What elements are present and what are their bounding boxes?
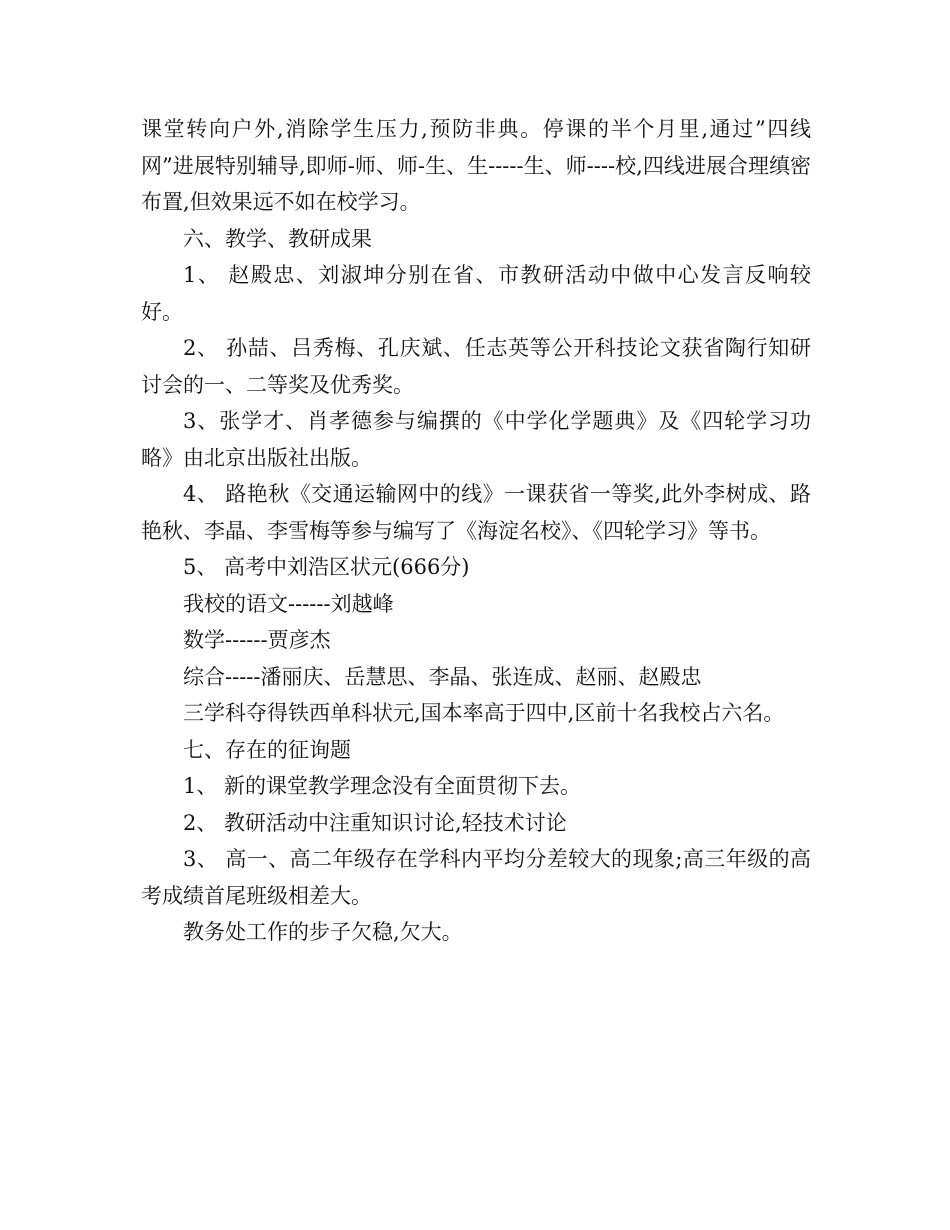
result-item-4: 4、 路艳秋《交通运输网中的线》一课获省一等奖,此外李树成、路艳秋、李晶、李雪梅等参与编写了《海淀名校》、《四轮学习》等书。 — [141, 482, 811, 543]
problem-item-3: 3、 高一、高二年级存在学科内平均分差较大的现象;高三年级的高考成绩首尾班级相差大。 — [141, 847, 811, 908]
top-scorer-comprehensive: 综合-----潘丽庆、岳慧思、李晶、张连成、赵丽、赵殿忠 — [183, 664, 702, 689]
result-item-5: 5、 高考中刘浩区状元(666分) — [183, 555, 470, 579]
closing-remark: 教务处工作的步子欠稳,欠大。 — [183, 920, 463, 944]
paragraph-continuation: 课堂转向户外,消除学生压力,预防非典。停课的半个月里,通过”四线网”进展特别辅导,即师-师、师-生、生-----生、师----校,四线进展合理缜密布置,但效果远不如在校学习。 — [141, 117, 811, 214]
section-heading-results: 六、教学、教研成果 — [183, 226, 372, 251]
document-body — [141, 111, 811, 951]
result-item-3: 3、张学才、肖孝德参与编撰的《中学化学题典》及《四轮学习功略》由北京出版社出版。 — [141, 409, 811, 470]
top-scorer-math: 数学------贾彦杰 — [183, 628, 331, 652]
top-scorer-chinese: 我校的语文------刘越峰 — [183, 591, 394, 616]
section-heading-problems: 七、存在的征询题 — [183, 737, 351, 762]
problem-item-1: 1、 新的课堂教学理念没有全面贯彻下去。 — [183, 774, 582, 798]
result-item-2: 2、 孙喆、吕秀梅、孔庆斌、任志英等公开科技论文获省陶行知研讨会的一、二等奖及优秀奖。 — [141, 336, 811, 397]
problem-item-2: 2、 教研活动中注重知识讨论,轻技术讨论 — [183, 810, 567, 835]
result-item-1: 1、 赵殿忠、刘淑坤分别在省、市教研活动中做中心发言反响较好。 — [141, 263, 811, 324]
results-summary: 三学科夺得铁西单科状元,国本率高于四中,区前十名我校占六名。 — [183, 701, 785, 725]
